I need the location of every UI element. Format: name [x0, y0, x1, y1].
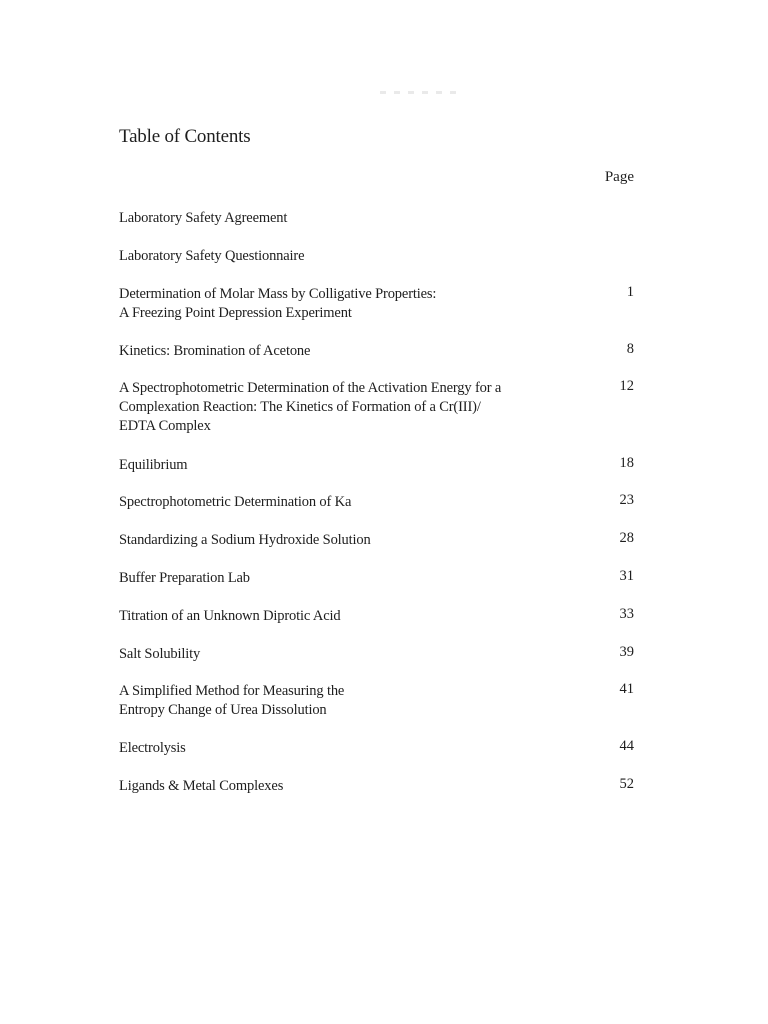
- toc-entry: [119, 777, 639, 796]
- toc-entry-title: [119, 645, 589, 664]
- toc-entry-line: A Freezing Point Depression Experiment: [119, 305, 352, 321]
- toc-entry-line: Equilibrium: [119, 457, 188, 473]
- toc-entry-page: 41: [619, 681, 634, 697]
- page-column-header: Page: [604, 169, 634, 185]
- toc-entry-page: 52: [619, 776, 634, 792]
- toc-entry-page: 31: [619, 568, 634, 584]
- toc-entry-title: [119, 285, 589, 323]
- toc-entry: [119, 456, 639, 475]
- toc-entry-line: Titration of an Unknown Diprotic Acid: [119, 608, 341, 624]
- scan-artifact: [380, 91, 460, 94]
- toc-entry: [119, 569, 639, 588]
- toc-entry-line: Ligands & Metal Complexes: [119, 778, 284, 794]
- toc-entry-line: A Spectrophotometric Determination of the Activation Energy for a: [119, 380, 502, 396]
- toc-entry-line: Salt Solubility: [119, 646, 201, 662]
- toc-entry-title: [119, 209, 589, 228]
- toc-entry-line: Standardizing a Sodium Hydroxide Solution: [119, 532, 371, 548]
- toc-entry-title: [119, 456, 589, 475]
- toc-entry-line: Laboratory Safety Agreement: [119, 210, 288, 226]
- toc-entry: [119, 247, 639, 266]
- toc-entry-line: EDTA Complex: [119, 418, 211, 434]
- toc-entry-line: Electrolysis: [119, 740, 186, 756]
- toc-entry-line: Kinetics: Bromination of Acetone: [119, 343, 311, 359]
- toc-entry: [119, 682, 639, 720]
- toc-entry-title: [119, 247, 589, 266]
- toc-entry: [119, 607, 639, 626]
- toc-entry-line: Laboratory Safety Questionnaire: [119, 248, 305, 264]
- toc-entry-line: Buffer Preparation Lab: [119, 570, 250, 586]
- toc-entry: [119, 645, 639, 664]
- toc-entry-title: [119, 342, 589, 361]
- toc-entry: [119, 285, 639, 323]
- page-title: Table of Contents: [119, 126, 251, 147]
- toc-entry-title: [119, 531, 589, 550]
- toc-entry-title: [119, 739, 589, 758]
- toc-entry-page: 39: [619, 644, 634, 660]
- toc-entry-title: [119, 493, 589, 512]
- toc-entry-page: 28: [619, 530, 634, 546]
- toc-entry: [119, 379, 639, 436]
- toc-entry-line: Determination of Molar Mass by Colligative Properties:: [119, 286, 437, 302]
- toc-entry-title: [119, 379, 589, 436]
- toc-entry-page: 12: [619, 378, 634, 394]
- toc-entry: [119, 342, 639, 361]
- toc-entry-title: [119, 569, 589, 588]
- toc-entry-page: 44: [619, 738, 634, 754]
- toc-entry-line: Spectrophotometric Determination of Ka: [119, 494, 352, 510]
- toc-entry-title: [119, 682, 589, 720]
- toc-entry: [119, 209, 639, 228]
- toc-entry-page: 1: [626, 284, 634, 300]
- toc-entry-page: 18: [619, 455, 634, 471]
- toc-entry: [119, 493, 639, 512]
- toc-entry: [119, 531, 639, 550]
- toc-entry-line: Entropy Change of Urea Dissolution: [119, 702, 327, 718]
- toc-entry-line: Complexation Reaction: The Kinetics of Formation of a Cr(III)/: [119, 399, 481, 415]
- toc-entry: [119, 739, 639, 758]
- toc-entry-title: [119, 607, 589, 626]
- toc-entry-title: [119, 777, 589, 796]
- toc-entry-line: A Simplified Method for Measuring the: [119, 683, 345, 699]
- toc-entry-page: 23: [619, 492, 634, 508]
- toc-entry-page: 8: [626, 341, 634, 357]
- toc-entry-page: 33: [619, 606, 634, 622]
